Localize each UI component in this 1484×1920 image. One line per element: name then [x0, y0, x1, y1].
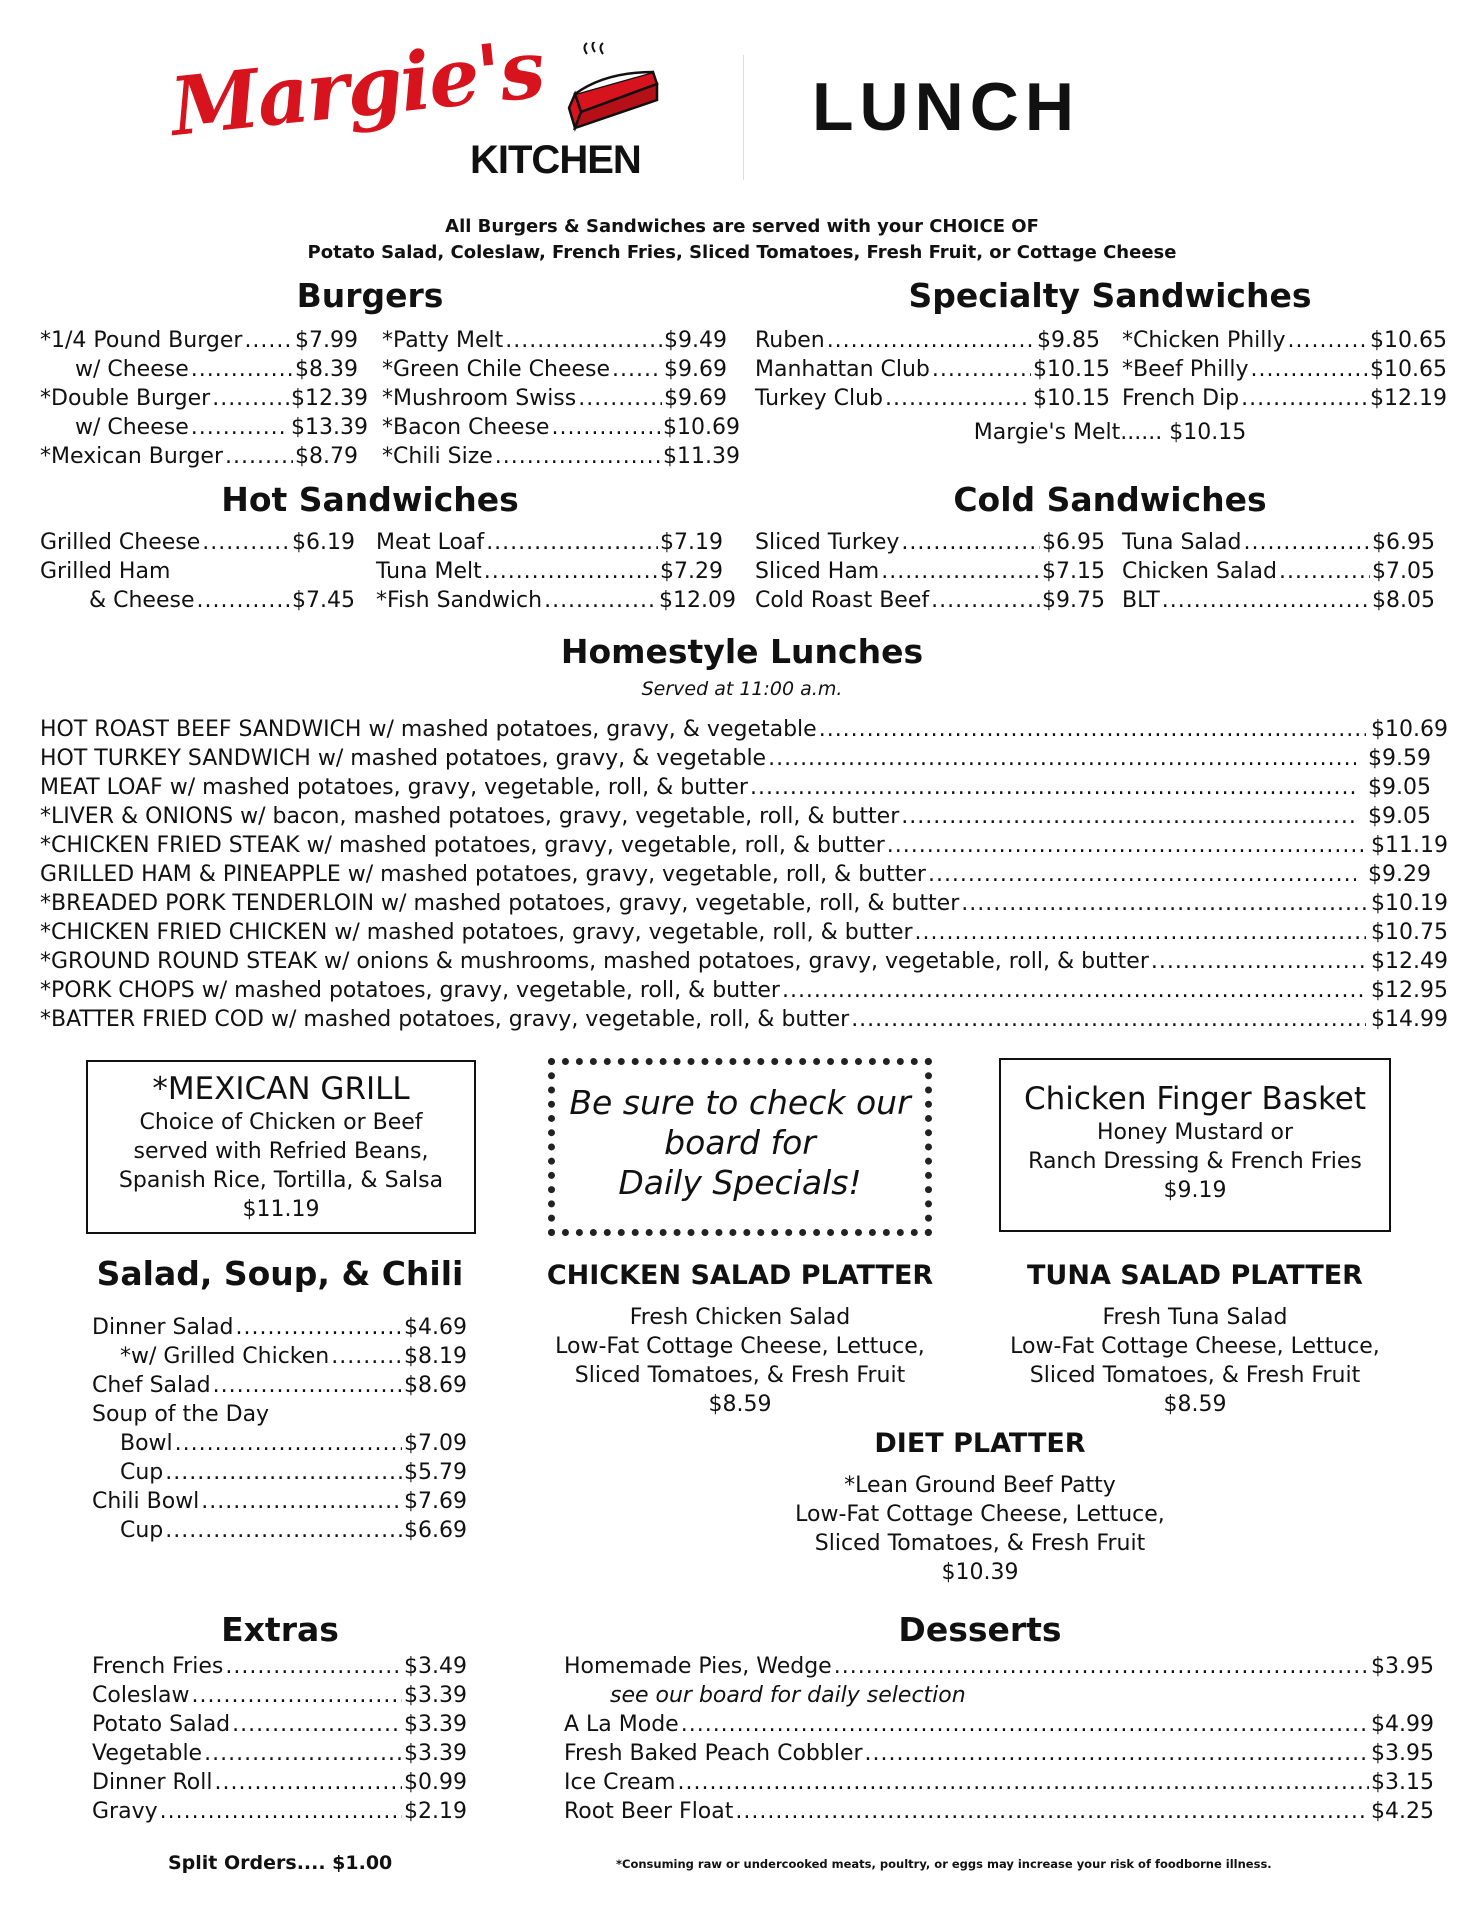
diet-platter-heading: DIET PLATTER	[874, 1428, 1086, 1459]
intro	[0, 214, 1484, 266]
menu-item: Homemade Pies, Wedge ..... $3.95	[564, 1652, 1434, 1681]
logo-kitchen: KITCHEN	[470, 138, 641, 182]
menu-item: MEAT LOAF w/ mashed potatoes, gravy, vegetable, roll, & butter ..... $9.05	[40, 773, 1448, 802]
mexican-grill-title: *MEXICAN GRILL	[152, 1071, 410, 1107]
diet-platter-details	[760, 1471, 1200, 1587]
menu-item: Cup ..... $5.79	[92, 1458, 467, 1487]
daily-specials-line-1: Be sure to check our	[569, 1083, 911, 1122]
homestyle-subtitle: Served at 11:00 a.m.	[641, 678, 843, 700]
chicken-finger-line-2: Ranch Dressing & French Fries	[1028, 1149, 1362, 1174]
diet-platter-price: $10.39	[941, 1560, 1019, 1585]
menu-item: *CHICKEN FRIED CHICKEN w/ mashed potatoes, gravy, vegetable, roll, & butter ..... $10.75	[40, 918, 1448, 947]
header-divider	[743, 55, 744, 180]
tuna-platter-line-2: Low-Fat Cottage Cheese, Lettuce,	[1010, 1334, 1380, 1359]
mexican-grill-line-3: Spanish Rice, Tortilla, & Salsa	[118, 1168, 444, 1193]
mexican-grill-line-2: served with Refried Beans,	[133, 1139, 429, 1164]
daily-specials-box	[548, 1058, 932, 1236]
menu-item: *BREADED PORK TENDERLOIN w/ mashed potatoes, gravy, vegetable, roll, & butter ..... $10.19	[40, 889, 1448, 918]
diet-platter-line-1: *Lean Ground Beef Patty	[844, 1473, 1116, 1498]
menu-item: Manhattan Club ..... $10.15	[755, 355, 1110, 384]
menu-item: HOT ROAST BEEF SANDWICH w/ mashed potatoes, gravy, & vegetable ..... $10.69	[40, 715, 1448, 744]
chicken-platter-line-3: Sliced Tomatoes, & Fresh Fruit	[574, 1363, 906, 1388]
menu-item: *PORK CHOPS w/ mashed potatoes, gravy, vegetable, roll, & butter ..... $12.95	[40, 976, 1448, 1005]
menu-item: Gravy ..... $2.19	[92, 1797, 467, 1826]
menu-item: Cold Roast Beef ..... $9.75	[755, 586, 1105, 615]
menu-item: Grilled Cheese ..... $6.19	[40, 528, 355, 557]
cold-sandwiches-heading: Cold Sandwiches	[953, 480, 1267, 519]
menu-item: *Chicken Philly ..... $10.65	[1122, 326, 1447, 355]
mexican-grill-box	[86, 1060, 476, 1234]
tuna-salad-platter-details	[975, 1303, 1415, 1419]
chicken-salad-platter-details	[520, 1303, 960, 1419]
menu-item: w/ Cheese ..... $8.39	[40, 355, 358, 384]
margies-melt: Margie's Melt...... $10.15	[973, 420, 1247, 445]
tuna-platter-price: $8.59	[1163, 1392, 1227, 1417]
menu-item: *Chili Size ..... $11.39	[382, 442, 740, 471]
logo	[166, 21, 670, 190]
homestyle-heading: Homestyle Lunches	[560, 632, 924, 671]
menu-item: HOT TURKEY SANDWICH w/ mashed potatoes, gravy, & vegetable ..... $9.59	[40, 744, 1448, 773]
diet-platter-line-2: Low-Fat Cottage Cheese, Lettuce,	[795, 1502, 1165, 1527]
split-orders: Split Orders.... $1.00	[168, 1852, 393, 1874]
mexican-grill-price: $11.19	[242, 1197, 320, 1222]
menu-item: Dinner Salad ..... $4.69	[92, 1313, 467, 1342]
menu-item: Grilled Ham	[40, 559, 171, 584]
specialty-heading: Specialty Sandwiches	[908, 276, 1312, 315]
menu-item: *Mexican Burger ..... $8.79	[40, 442, 358, 471]
menu-item: Chicken Salad ..... $7.05	[1122, 557, 1435, 586]
menu-item: Root Beer Float ..... $4.25	[564, 1797, 1434, 1826]
dessert-note: see our board for daily selection	[610, 1683, 966, 1708]
menu-item: Chili Bowl ..... $7.69	[92, 1487, 467, 1516]
menu-item: & Cheese ..... $7.45	[40, 586, 355, 615]
chicken-finger-title: Chicken Finger Basket	[1023, 1081, 1367, 1117]
logo-script: Margie's	[166, 21, 548, 154]
tuna-platter-line-1: Fresh Tuna Salad	[1102, 1305, 1288, 1330]
tuna-platter-line-3: Sliced Tomatoes, & Fresh Fruit	[1029, 1363, 1361, 1388]
menu-item: Ice Cream ..... $3.15	[564, 1768, 1434, 1797]
menu-item: *Beef Philly ..... $10.65	[1122, 355, 1447, 384]
menu-item: *w/ Grilled Chicken ..... $8.19	[92, 1342, 467, 1371]
menu-item: *BATTER FRIED COD w/ mashed potatoes, gravy, vegetable, roll, & butter ..... $14.99	[40, 1005, 1448, 1034]
pie-slice-icon	[565, 42, 665, 132]
menu-item: *Patty Melt ..... $9.49	[382, 326, 727, 355]
menu-item: French Fries ..... $3.49	[92, 1652, 467, 1681]
tuna-salad-platter-heading: TUNA SALAD PLATTER	[1027, 1260, 1363, 1291]
mexican-grill-line-1: Choice of Chicken or Beef	[139, 1110, 423, 1135]
menu-item: *Green Chile Cheese ..... $9.69	[382, 355, 727, 384]
diet-platter-line-3: Sliced Tomatoes, & Fresh Fruit	[814, 1531, 1146, 1556]
menu-item: Cup ..... $6.69	[92, 1516, 467, 1545]
daily-specials-line-2: board for	[664, 1123, 816, 1162]
daily-specials-line-3: Daily Specials!	[618, 1163, 862, 1202]
menu-item: w/ Cheese ..... $13.39	[40, 413, 368, 442]
extras-heading: Extras	[221, 1610, 339, 1649]
burgers-heading: Burgers	[296, 276, 444, 315]
page-title: LUNCH	[812, 69, 1080, 145]
menu-item: *GROUND ROUND STEAK w/ onions & mushrooms, mashed potatoes, gravy, vegetable, roll, & butter ..... $12.49	[40, 947, 1448, 976]
intro-line-1: All Burgers & Sandwiches are served with your CHOICE OF	[445, 216, 1039, 237]
chicken-finger-price: $9.19	[1163, 1178, 1227, 1203]
desserts-heading: Desserts	[898, 1610, 1062, 1649]
menu-item: GRILLED HAM & PINEAPPLE w/ mashed potatoes, gravy, vegetable, roll, & butter ..... $9.29	[40, 860, 1448, 889]
menu-item: *Bacon Cheese ..... $10.69	[382, 413, 740, 442]
menu-item: Dinner Roll ..... $0.99	[92, 1768, 467, 1797]
menu-item: *Double Burger ..... $12.39	[40, 384, 368, 413]
hot-sandwiches-heading: Hot Sandwiches	[221, 480, 519, 519]
menu-item: *Fish Sandwich ..... $12.09	[376, 586, 736, 615]
menu-item: Coleslaw ..... $3.39	[92, 1681, 467, 1710]
menu-item: Sliced Ham ..... $7.15	[755, 557, 1105, 586]
chicken-finger-line-1: Honey Mustard or	[1096, 1120, 1294, 1145]
menu-item: *CHICKEN FRIED STEAK w/ mashed potatoes, gravy, vegetable, roll, & butter ..... $11.19	[40, 831, 1448, 860]
chicken-finger-box	[999, 1058, 1391, 1232]
menu-item: Bowl ..... $7.09	[92, 1429, 467, 1458]
menu-item: Meat Loaf ..... $7.19	[376, 528, 723, 557]
menu-item: Soup of the Day	[92, 1402, 270, 1427]
salad-soup-chili-heading: Salad, Soup, & Chili	[96, 1254, 464, 1293]
menu-item: *Mushroom Swiss ..... $9.69	[382, 384, 727, 413]
menu-item: Sliced Turkey ..... $6.95	[755, 528, 1105, 557]
chicken-platter-line-1: Fresh Chicken Salad	[629, 1305, 851, 1330]
menu-item: Turkey Club ..... $10.15	[755, 384, 1110, 413]
menu-item: A La Mode ..... $4.99	[564, 1710, 1434, 1739]
chicken-salad-platter-heading: CHICKEN SALAD PLATTER	[546, 1260, 934, 1291]
menu-item: Fresh Baked Peach Cobbler ..... $3.95	[564, 1739, 1434, 1768]
chicken-platter-price: $8.59	[708, 1392, 772, 1417]
menu-item: Ruben ..... $9.85	[755, 326, 1100, 355]
menu-item: Tuna Melt ..... $7.29	[376, 557, 723, 586]
menu-item: BLT ..... $8.05	[1122, 586, 1435, 615]
foodborne-disclaimer: *Consuming raw or undercooked meats, poultry, or eggs may increase your risk of foodborne illness.	[616, 1857, 1272, 1871]
menu-item: Chef Salad ..... $8.69	[92, 1371, 467, 1400]
menu-item: French Dip ..... $12.19	[1122, 384, 1447, 413]
intro-line-2: Potato Salad, Coleslaw, French Fries, Sliced Tomatoes, Fresh Fruit, or Cottage Cheese	[307, 242, 1177, 263]
menu-item: Vegetable ..... $3.39	[92, 1739, 467, 1768]
menu-item: *LIVER & ONIONS w/ bacon, mashed potatoes, gravy, vegetable, roll, & butter ..... $9.05	[40, 802, 1448, 831]
menu-item: Tuna Salad ..... $6.95	[1122, 528, 1435, 557]
chicken-platter-line-2: Low-Fat Cottage Cheese, Lettuce,	[555, 1334, 925, 1359]
menu-item: *1/4 Pound Burger ..... $7.99	[40, 326, 358, 355]
menu-item: Potato Salad ..... $3.39	[92, 1710, 467, 1739]
